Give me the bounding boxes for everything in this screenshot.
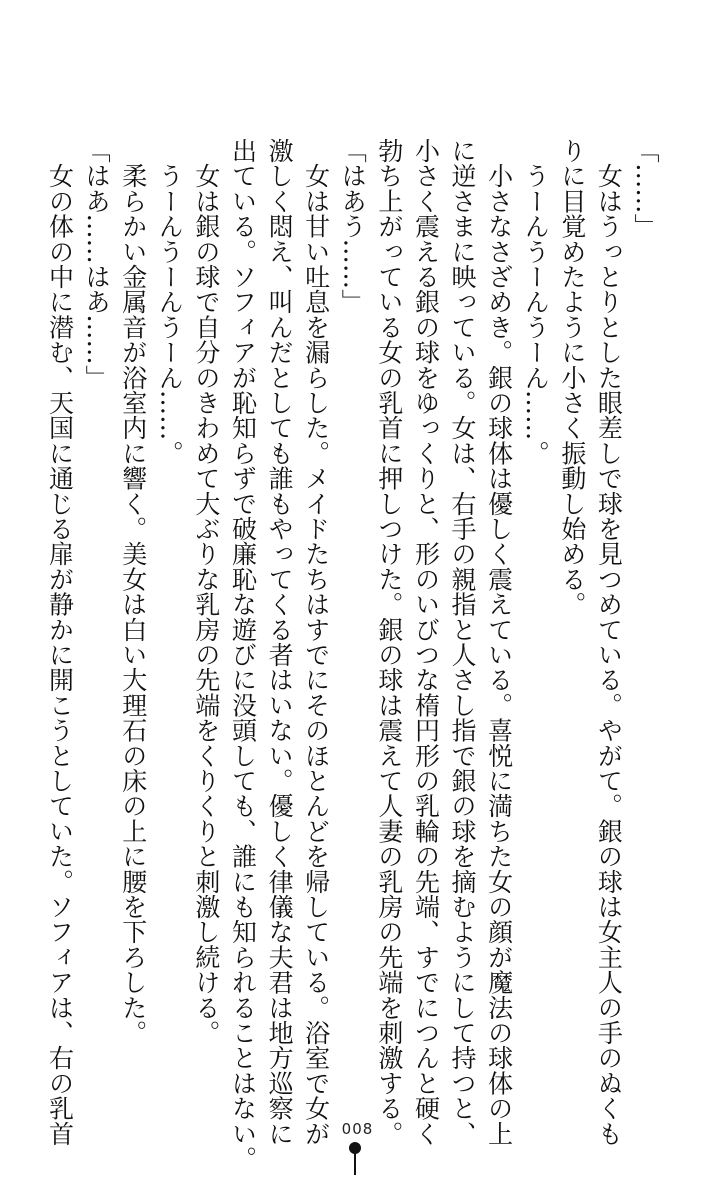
text-line: 「……」 <box>631 138 660 239</box>
text-line: 女は甘い吐息を漏らした。メイドたちはすでにそのほとんどを帰している。浴室で女が <box>301 138 331 1146</box>
text-line: 勃ち上がっている女の乳首に押しつけた。銀の球は震えて人妻の乳房の先端を刺激する。 <box>374 138 404 1146</box>
text-line: 激しく悶え、叫んだとしても誰もやってくる者はいない。優しく律儀な夫君は地方巡察に <box>265 138 295 1146</box>
text-line: うーんうーんうーん……。 <box>155 138 185 466</box>
text-line: りに目覚めたように小さく振動し始める。 <box>557 138 587 617</box>
text-line: 女は銀の球で自分のきわめて大ぶりな乳房の先端をくりくりと刺激し続ける。 <box>191 138 221 1046</box>
text-line: 柔らかい金属音が浴室内に響く。美女は白い大理石の床の上に腰を下ろした。 <box>118 138 148 1046</box>
folio-line-ornament <box>354 1153 356 1175</box>
page-number: 008 <box>341 1120 374 1138</box>
text-line: に逆さまに映っている。女は、右手の親指と人さし指で銀の球を摘むようにして持つと、 <box>448 138 478 1147</box>
text-line: 「はあ……はあ……」 <box>82 138 112 390</box>
text-line: うーんうーんうーん……。 <box>521 138 551 466</box>
text-line: 「はあう……」 <box>338 138 368 315</box>
text-line: 女はうっとりとした眼差しで球を見つめている。やがて。銀の球は女主人の手のぬくも <box>594 138 624 1146</box>
text-line: 小さく震える銀の球をゆっくりと、形のいびつな楕円形の乳輪の先端、すでにつんと硬く <box>411 138 441 1146</box>
text-line: 出ている。ソフィアが恥知らずで破廉恥な遊びに没頭しても、誰にも知られることはない。 <box>228 138 258 1172</box>
text-line: 女の体の中に潜む、天国に通じる扉が静かに開こうとしていた。ソフィアは、右の乳首 <box>45 138 75 1146</box>
text-line: 小さなさざめき。銀の球体は優しく震えている。喜悦に満ちた女の顔が魔法の球体の上 <box>484 138 514 1146</box>
